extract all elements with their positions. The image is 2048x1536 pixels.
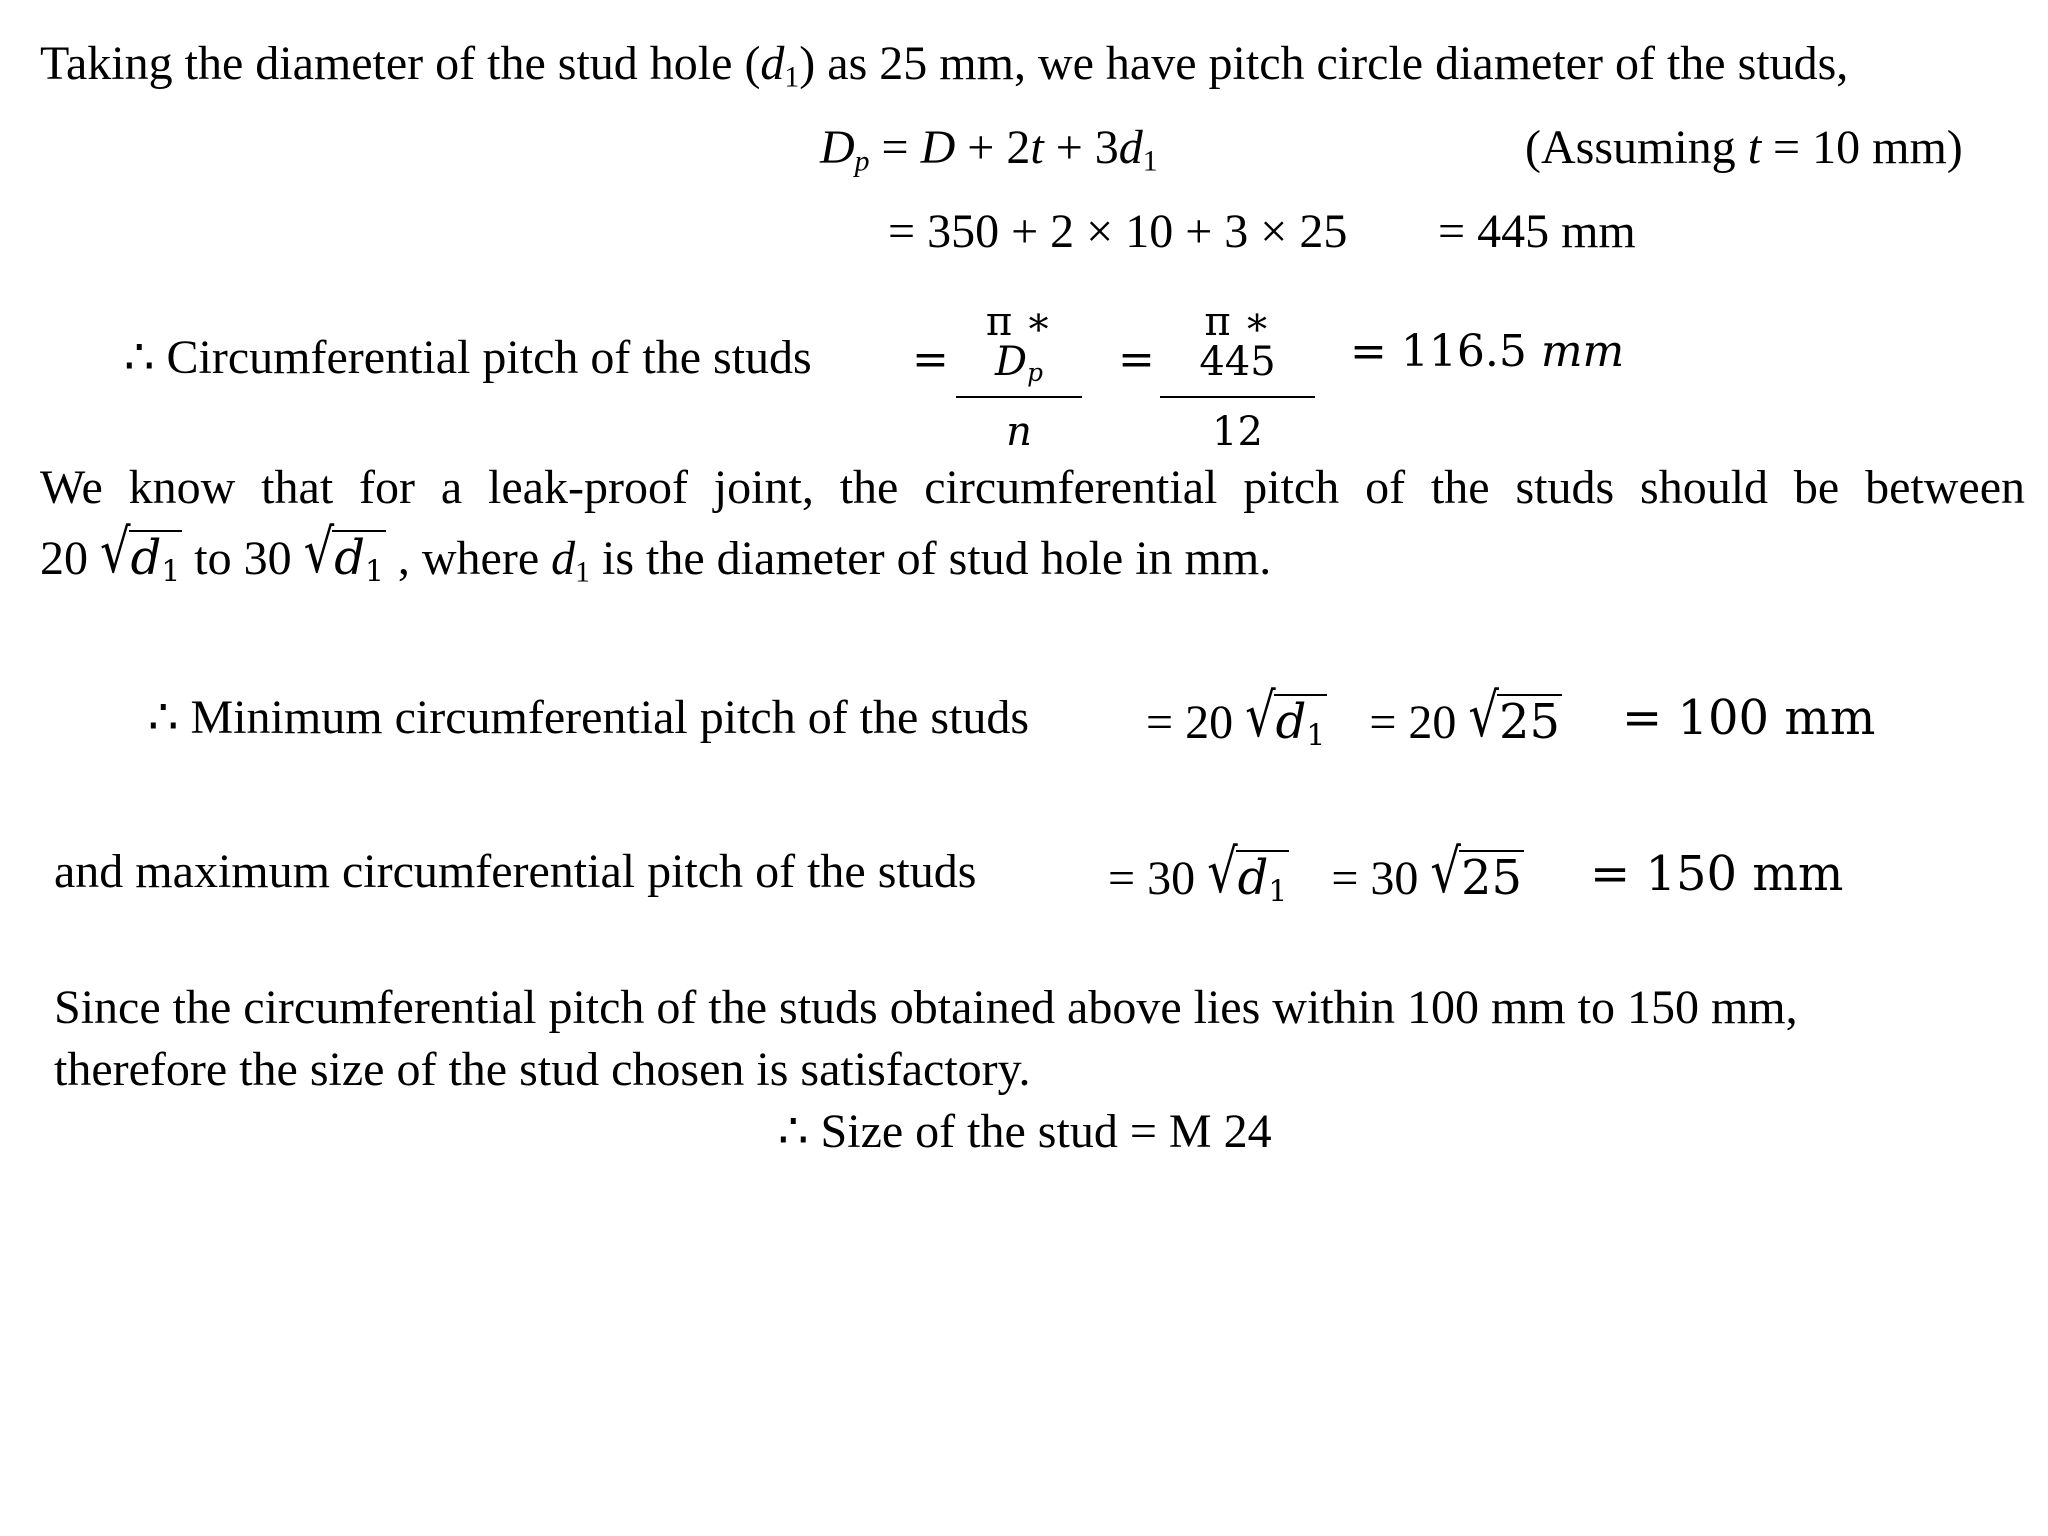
leak-proof-paragraph-line1: We know that for a leak-proof joint, the circumferential pitch of the studs should be between [40, 461, 2025, 514]
equals-sign: = [912, 334, 949, 385]
fraction-pi-dp-over-n: π ∗ $D_p$ n [956, 302, 1082, 452]
minimum-pitch-label: ∴ Minimum circumferential pitch of the studs [148, 691, 1030, 744]
conclusion-line1: Since the circumferential pitch of the studs obtained above lies within 100 mm to 150 mm, [54, 981, 1798, 1034]
leak-proof-paragraph-line2: 20 $√d_1$ to 30 $√d_1$ , where $d_1$ is the diameter of stud hole in mm. [40, 517, 1272, 590]
minimum-pitch-result: = 100 mm [1622, 690, 1876, 746]
minimum-pitch-equation: = 20 $√d_1 = 20$ √25 [1146, 681, 1561, 754]
sqrt-d1: $√d_1$ [1207, 837, 1288, 910]
maximum-pitch-equation: = 30 $√d_1 = 30$ √25 [1108, 837, 1523, 910]
sqrt-d1: $√d_1$ [303, 517, 384, 590]
pitch-circle-result: = 445 mm [1438, 205, 1636, 258]
circumferential-pitch-label: ∴ Circumferential pitch of the studs [124, 331, 812, 384]
pitch-circle-equation: $D_p = D + 2t + 3d_1$ [820, 121, 1158, 178]
maximum-pitch-result: = 150 mm [1590, 846, 1844, 902]
sqrt-25: √25 [1430, 837, 1523, 907]
fraction-pi-445-over-12: π ∗ 445 12 [1160, 302, 1315, 452]
circumferential-pitch-result: = 116.5 mm [1350, 326, 1625, 377]
maximum-pitch-label: and maximum circumferential pitch of the studs [54, 845, 977, 898]
stud-size-result: ∴ Size of the stud = M 24 [778, 1105, 1272, 1158]
conclusion-line2: therefore the size of the stud chosen is satisfactory. [54, 1043, 1031, 1096]
intro-text: Taking the diameter of the stud hole $(d_1)$ as 25 mm, we have pitch circle diameter of the studs, [40, 37, 1849, 94]
sqrt-d1: $√d_1$ [100, 517, 181, 590]
sqrt-25: √25 [1468, 681, 1561, 751]
equals-sign: = [1118, 334, 1155, 385]
sqrt-d1: $√d_1$ [1245, 681, 1326, 754]
pitch-circle-substitution: = 350 + 2 × 10 + 3 × 25 [888, 205, 1348, 258]
assumption-note: (Assuming t = 10 mm) [1525, 121, 1963, 174]
